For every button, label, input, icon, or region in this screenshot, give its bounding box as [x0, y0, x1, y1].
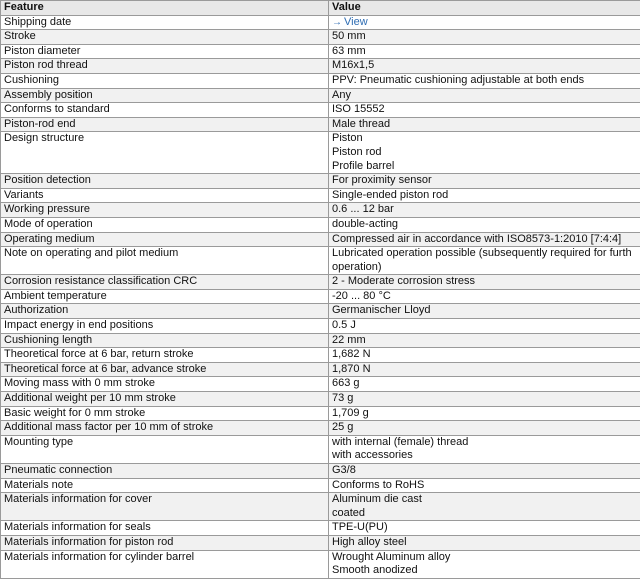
value-cell — [329, 377, 640, 392]
table-row — [1, 289, 640, 304]
value-line: Smooth anodized — [332, 564, 418, 577]
value-cell — [329, 275, 640, 290]
value-cell[interactable] — [329, 15, 640, 30]
feature-cell: Corrosion resistance classification CRC — [1, 275, 329, 290]
table-row — [1, 435, 640, 463]
value-line: 25 g — [332, 421, 354, 434]
feature-cell: Shipping date — [1, 15, 329, 30]
value-cell — [329, 319, 640, 334]
value-cell — [329, 289, 640, 304]
table-row — [1, 174, 640, 189]
value-line: Any — [332, 88, 351, 101]
value-cell — [329, 73, 640, 88]
feature-cell: Design structure — [1, 132, 329, 174]
feature-cell: Authorization — [1, 304, 329, 319]
value-line: For proximity sensor — [332, 174, 432, 187]
table-row — [1, 132, 640, 174]
value-line: Compressed air in accordance with ISO8573-1:2010 [7:4:4] — [332, 232, 622, 245]
view-link[interactable]: View — [344, 15, 368, 28]
value-line: 73 g — [332, 392, 354, 405]
table-row — [1, 362, 640, 377]
value-cell — [329, 88, 640, 103]
feature-cell: Variants — [1, 188, 329, 203]
value-line: ISO 15552 — [332, 103, 385, 116]
value-line: Germanischer Lloyd — [332, 304, 431, 317]
feature-cell: Operating medium — [1, 232, 329, 247]
value-line: High alloy steel — [332, 535, 407, 548]
value-line: TPE-U(PU) — [332, 521, 388, 534]
value-cell — [329, 435, 640, 463]
value-cell — [329, 44, 640, 59]
value-cell — [329, 188, 640, 203]
value-line: with accessories — [332, 449, 413, 462]
feature-cell: Piston diameter — [1, 44, 329, 59]
value-line: Aluminum die cast — [332, 493, 422, 506]
feature-cell: Materials information for cylinder barrel — [1, 550, 329, 578]
table-row — [1, 377, 640, 392]
table-row — [1, 59, 640, 74]
value-line: Piston — [332, 132, 363, 145]
value-line: Conforms to RoHS — [332, 478, 425, 491]
value-line: 50 mm — [332, 30, 366, 43]
value-cell — [329, 217, 640, 232]
value-cell — [329, 174, 640, 189]
value-cell — [329, 30, 640, 45]
table-row — [1, 247, 640, 275]
value-line: coated — [332, 506, 366, 519]
feature-cell: Moving mass with 0 mm stroke — [1, 377, 329, 392]
table-row — [1, 44, 640, 59]
feature-cell: Mode of operation — [1, 217, 329, 232]
header-row — [1, 1, 640, 16]
table-row — [1, 275, 640, 290]
value-line: with internal (female) thread — [332, 435, 469, 448]
arrow-right-icon: → — [332, 16, 342, 28]
feature-cell: Note on operating and pilot medium — [1, 247, 329, 275]
table-row — [1, 406, 640, 421]
value-cell — [329, 304, 640, 319]
value-cell — [329, 103, 640, 118]
value-line: 0.5 J — [332, 319, 356, 332]
value-cell — [329, 406, 640, 421]
table-row — [1, 304, 640, 319]
feature-cell: Working pressure — [1, 203, 329, 218]
value-cell — [329, 348, 640, 363]
value-line: 663 g — [332, 377, 360, 390]
feature-cell: Stroke — [1, 30, 329, 45]
table-row — [1, 478, 640, 493]
feature-cell: Materials information for seals — [1, 521, 329, 536]
table-row — [1, 203, 640, 218]
feature-cell: Cushioning length — [1, 333, 329, 348]
value-line: 1,682 N — [332, 348, 371, 361]
feature-cell: Assembly position — [1, 88, 329, 103]
table-row — [1, 73, 640, 88]
table-row — [1, 319, 640, 334]
value-line: 1,870 N — [332, 362, 371, 375]
feature-cell: Piston-rod end — [1, 117, 329, 132]
value-cell — [329, 132, 640, 174]
table-row — [1, 392, 640, 407]
feature-cell: Piston rod thread — [1, 59, 329, 74]
feature-cell: Cushioning — [1, 73, 329, 88]
table-row — [1, 217, 640, 232]
value-cell — [329, 203, 640, 218]
feature-cell: Theoretical force at 6 bar, return stroke — [1, 348, 329, 363]
value-line: 63 mm — [332, 44, 366, 57]
value-cell — [329, 232, 640, 247]
feature-cell: Position detection — [1, 174, 329, 189]
value-line: Single-ended piston rod — [332, 188, 449, 201]
value-line: Wrought Aluminum alloy — [332, 550, 451, 563]
feature-cell: Materials information for cover — [1, 493, 329, 521]
feature-cell: Additional weight per 10 mm stroke — [1, 392, 329, 407]
value-line: 0.6 ... 12 bar — [332, 203, 394, 216]
feature-cell: Pneumatic connection — [1, 464, 329, 479]
table-row — [1, 493, 640, 521]
value-cell — [329, 421, 640, 436]
value-cell — [329, 521, 640, 536]
feature-cell: Additional mass factor per 10 mm of stroke — [1, 421, 329, 436]
value-cell — [329, 550, 640, 578]
value-line: 22 mm — [332, 333, 366, 346]
feature-cell: Mounting type — [1, 435, 329, 463]
table-row — [1, 188, 640, 203]
table-row — [1, 30, 640, 45]
table-row — [1, 348, 640, 363]
table-row — [1, 521, 640, 536]
value-cell — [329, 392, 640, 407]
table-row — [1, 550, 640, 578]
value-cell — [329, 464, 640, 479]
value-line: Profile barrel — [332, 159, 395, 172]
feature-cell: Ambient temperature — [1, 289, 329, 304]
value-line: M16x1,5 — [332, 59, 375, 72]
value-column-header: Value — [329, 1, 640, 16]
table-row — [1, 535, 640, 550]
value-cell — [329, 333, 640, 348]
feature-cell: Conforms to standard — [1, 103, 329, 118]
table-row — [1, 117, 640, 132]
value-line: operation) — [332, 260, 382, 273]
value-line: Piston rod — [332, 145, 382, 158]
value-cell — [329, 247, 640, 275]
value-line: G3/8 — [332, 464, 356, 476]
value-line: 1,709 g — [332, 406, 369, 419]
value-line: Lubricated operation possible (subsequently required for furth — [332, 247, 632, 260]
feature-cell: Materials information for piston rod — [1, 535, 329, 550]
table-row — [1, 333, 640, 348]
value-line: -20 ... 80 °C — [332, 289, 391, 302]
table-row — [1, 88, 640, 103]
value-cell — [329, 117, 640, 132]
value-cell — [329, 493, 640, 521]
value-line: Male thread — [332, 117, 391, 130]
value-line: double-acting — [332, 217, 399, 230]
value-cell — [329, 478, 640, 493]
feature-cell: Materials note — [1, 478, 329, 493]
table-row — [1, 464, 640, 479]
table-row — [1, 15, 640, 30]
value-cell — [329, 535, 640, 550]
value-line: PPV: Pneumatic cushioning adjustable at both ends — [332, 73, 585, 86]
table-row — [1, 421, 640, 436]
table-row — [1, 232, 640, 247]
value-cell — [329, 59, 640, 74]
feature-column-header: Feature — [1, 1, 329, 16]
value-line: 2 - Moderate corrosion stress — [332, 275, 476, 288]
value-cell — [329, 362, 640, 377]
feature-cell: Basic weight for 0 mm stroke — [1, 406, 329, 421]
feature-cell: Impact energy in end positions — [1, 319, 329, 334]
feature-cell: Theoretical force at 6 bar, advance stroke — [1, 362, 329, 377]
table-row — [1, 103, 640, 118]
